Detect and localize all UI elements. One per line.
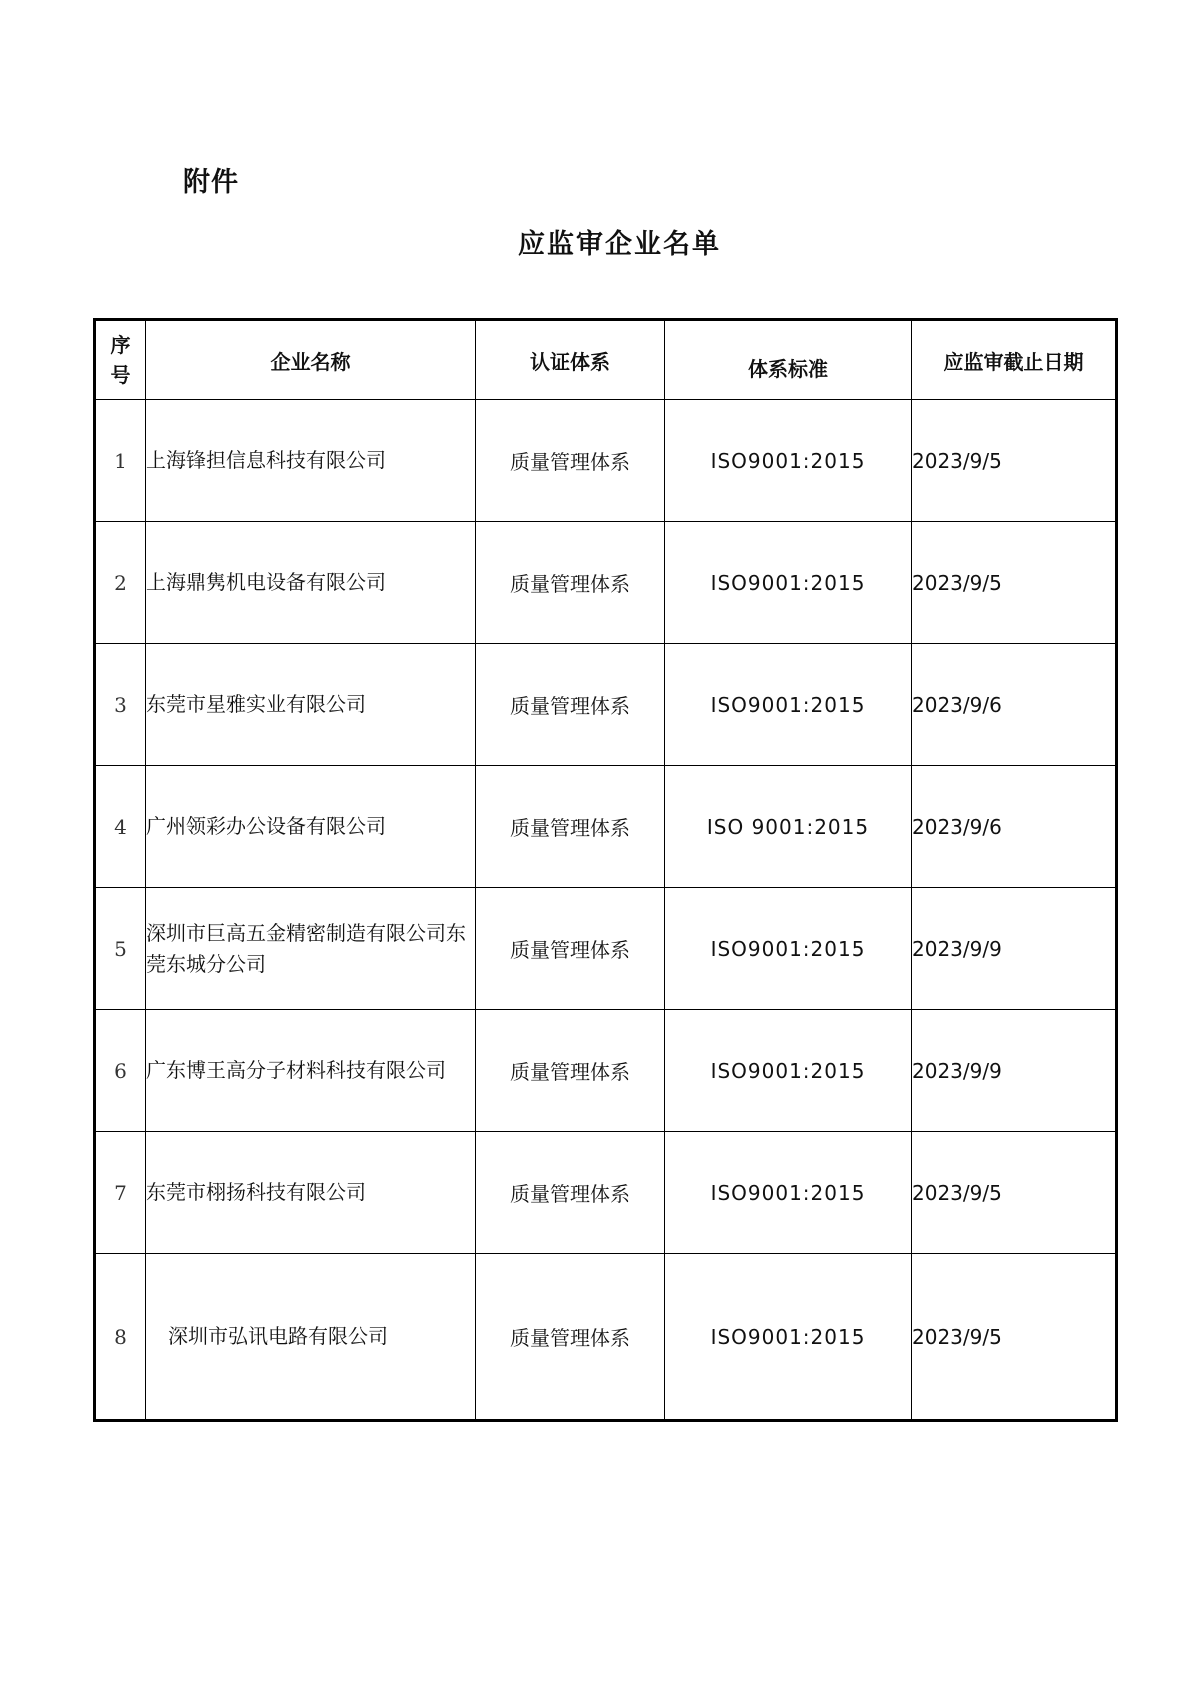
header-seq-line1: 序	[110, 333, 131, 357]
row-standard: ISO9001:2015	[665, 1254, 912, 1421]
table-row	[95, 522, 1117, 644]
header-seq-line2: 号	[110, 363, 131, 387]
header-deadline: 应监审截止日期	[912, 320, 1117, 400]
row-deadline: 2023/9/5	[912, 400, 1117, 522]
row-standard: ISO 9001:2015	[665, 766, 912, 888]
attachment-label: 附件	[183, 167, 239, 198]
row-standard: ISO9001:2015	[665, 522, 912, 644]
row-system: 质量管理体系	[476, 1132, 665, 1254]
table-header-row	[95, 320, 1117, 400]
row-deadline: 2023/9/5	[912, 1254, 1117, 1421]
row-seq: 3	[95, 644, 146, 766]
header-seq	[95, 320, 146, 400]
row-seq: 1	[95, 400, 146, 522]
row-standard: ISO9001:2015	[665, 888, 912, 1010]
page-title: 应监审企业名单	[518, 229, 721, 260]
header-system: 认证体系	[476, 320, 665, 400]
row-system: 质量管理体系	[476, 1254, 665, 1421]
row-deadline: 2023/9/5	[912, 1132, 1117, 1254]
row-company: 广东博王高分子材料科技有限公司	[146, 1010, 476, 1132]
header-standard-label: 体系标准	[748, 356, 828, 381]
row-deadline: 2023/9/9	[912, 1010, 1117, 1132]
row-seq: 6	[95, 1010, 146, 1132]
table-row	[95, 888, 1117, 1010]
row-seq: 7	[95, 1132, 146, 1254]
table-row	[95, 1010, 1117, 1132]
row-deadline: 2023/9/9	[912, 888, 1117, 1010]
row-seq: 5	[95, 888, 146, 1010]
row-system: 质量管理体系	[476, 644, 665, 766]
row-system: 质量管理体系	[476, 522, 665, 644]
row-system: 质量管理体系	[476, 400, 665, 522]
row-standard: ISO9001:2015	[665, 1010, 912, 1132]
audit-company-table	[93, 318, 1118, 1422]
row-company: 上海锋担信息科技有限公司	[146, 400, 476, 522]
row-system: 质量管理体系	[476, 1010, 665, 1132]
row-standard: ISO9001:2015	[665, 644, 912, 766]
table-row	[95, 766, 1117, 888]
row-company: 深圳市弘讯电路有限公司	[146, 1254, 476, 1421]
row-company: 东莞市栩扬科技有限公司	[146, 1132, 476, 1254]
row-deadline: 2023/9/6	[912, 766, 1117, 888]
row-deadline: 2023/9/5	[912, 522, 1117, 644]
header-standard	[665, 320, 912, 400]
row-standard: ISO9001:2015	[665, 1132, 912, 1254]
row-system: 质量管理体系	[476, 766, 665, 888]
header-company: 企业名称	[146, 320, 476, 400]
table-row	[95, 1254, 1117, 1421]
row-seq: 2	[95, 522, 146, 644]
row-deadline: 2023/9/6	[912, 644, 1117, 766]
row-seq: 8	[95, 1254, 146, 1421]
row-company: 广州领彩办公设备有限公司	[146, 766, 476, 888]
row-company: 深圳市巨高五金精密制造有限公司东莞东城分公司	[146, 888, 476, 1010]
row-company: 东莞市星雅实业有限公司	[146, 644, 476, 766]
table-row	[95, 644, 1117, 766]
row-seq: 4	[95, 766, 146, 888]
row-system: 质量管理体系	[476, 888, 665, 1010]
table-row	[95, 1132, 1117, 1254]
row-standard: ISO9001:2015	[665, 400, 912, 522]
row-company: 上海鼎隽机电设备有限公司	[146, 522, 476, 644]
table-row	[95, 400, 1117, 522]
